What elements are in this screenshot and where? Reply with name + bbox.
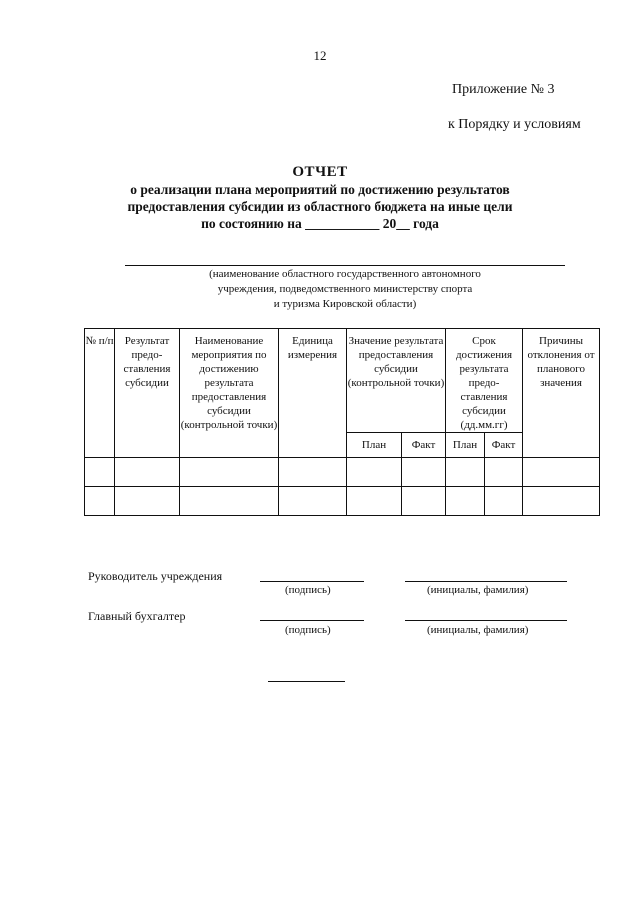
report-table	[84, 328, 600, 516]
subtitle-line: о реализации плана мероприятий по достижению результатов	[130, 182, 510, 197]
closing-divider	[268, 681, 345, 682]
column-header-unit: Единица измерения	[279, 329, 347, 458]
accountant-name-line[interactable]	[405, 620, 567, 621]
document-title: ОТЧЕТ	[292, 164, 348, 180]
organization-name-line	[125, 265, 565, 266]
subheader-value-plan: План	[347, 433, 402, 458]
table-cell[interactable]	[279, 458, 347, 487]
head-name-caption: (инициалы, фамилия)	[427, 584, 529, 596]
column-header-number: № п/п	[85, 329, 115, 458]
table-row	[85, 487, 600, 516]
table-cell[interactable]	[402, 458, 446, 487]
page-number: 12	[313, 48, 327, 63]
table-cell[interactable]	[347, 458, 402, 487]
table-cell[interactable]	[485, 487, 523, 516]
chief-accountant-label: Главный бухгалтер	[88, 609, 186, 623]
table-row	[85, 458, 600, 487]
table-cell[interactable]	[180, 458, 279, 487]
table-cell[interactable]	[347, 487, 402, 516]
accountant-signature-line[interactable]	[260, 620, 364, 621]
organization-caption-line: и туризма Кировской области)	[273, 298, 417, 310]
table-cell[interactable]	[85, 458, 115, 487]
head-signature-caption: (подпись)	[285, 584, 331, 596]
column-header-result: Результат предо-ставления субсидии	[115, 329, 180, 458]
table-cell[interactable]	[180, 487, 279, 516]
table-cell[interactable]	[115, 458, 180, 487]
table-cell[interactable]	[446, 487, 485, 516]
head-name-line[interactable]	[405, 581, 567, 582]
head-signature-line[interactable]	[260, 581, 364, 582]
appendix-reference: к Порядку и условиям	[448, 117, 581, 132]
subheader-value-fact: Факт	[402, 433, 446, 458]
subtitle-line: предоставления субсидии из областного бюджета на иные цели	[127, 199, 513, 214]
table-cell[interactable]	[523, 458, 600, 487]
table-cell[interactable]	[279, 487, 347, 516]
table-cell[interactable]	[115, 487, 180, 516]
column-header-term: Срок достижения результата предо-ставления субсидии (дд.мм.гг)	[446, 329, 523, 433]
accountant-name-caption: (инициалы, фамилия)	[427, 624, 529, 636]
organization-caption	[125, 267, 565, 312]
head-of-institution-label: Руководитель учреждения	[88, 569, 223, 583]
organization-caption-line: учреждения, подведомственного министерству спорта	[217, 283, 473, 295]
document-subtitle	[100, 181, 540, 232]
organization-caption-line: (наименование областного государственного автономного	[209, 268, 481, 280]
table-cell[interactable]	[523, 487, 600, 516]
appendix-label: Приложение № 3	[452, 82, 555, 97]
column-header-value: Значение результата предоставления субсидии (контрольной точки)	[347, 329, 446, 433]
table-cell[interactable]	[402, 487, 446, 516]
table-cell[interactable]	[446, 458, 485, 487]
subheader-term-fact: Факт	[485, 433, 523, 458]
column-header-reasons: Причины отклонения от планового значения	[523, 329, 600, 458]
table-cell[interactable]	[85, 487, 115, 516]
subtitle-line: по состоянию на ___________ 20__ года	[201, 216, 439, 231]
accountant-signature-caption: (подпись)	[285, 624, 331, 636]
column-header-activity: Наименование мероприятия по достижению результата предоставления субсидии (контрольной точки)	[180, 329, 279, 458]
table-cell[interactable]	[485, 458, 523, 487]
subheader-term-plan: План	[446, 433, 485, 458]
